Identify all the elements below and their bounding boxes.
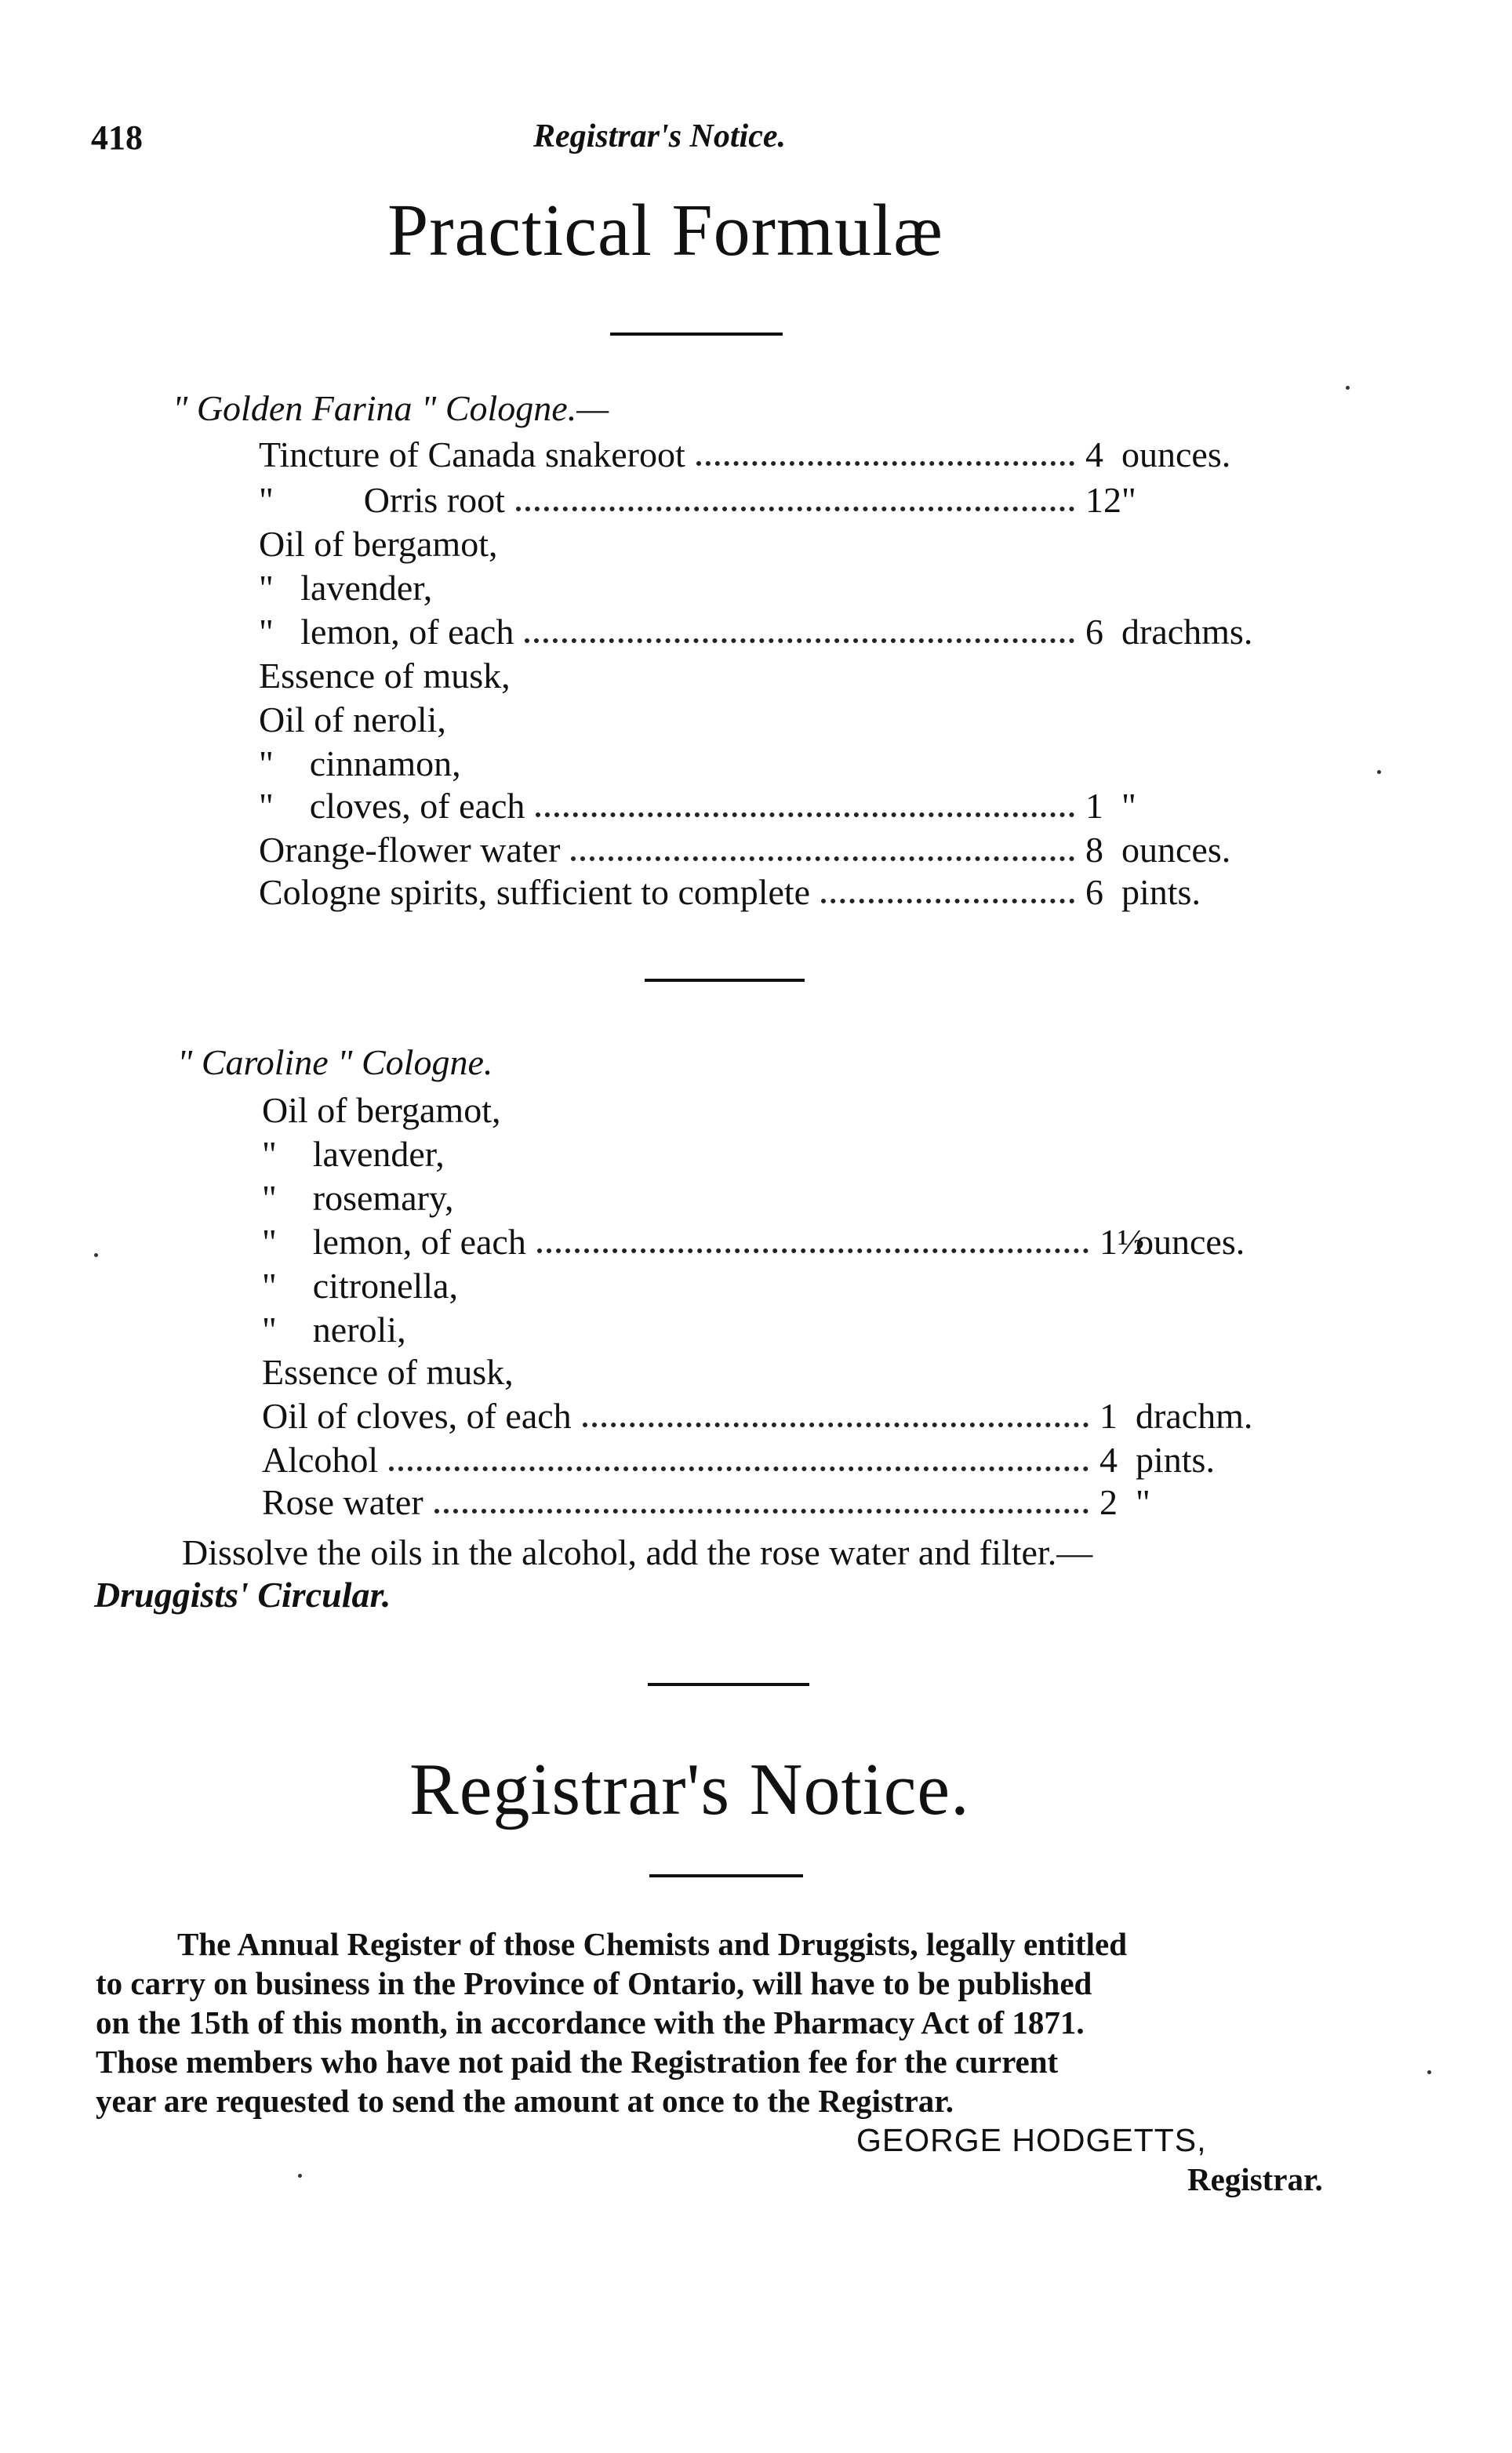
page-number: 418	[91, 118, 143, 157]
leader-dots	[434, 1509, 1089, 1514]
leader-dots	[583, 1423, 1089, 1427]
ingredient-unit: "	[1121, 786, 1136, 826]
signature-title: Registrar.	[1187, 2161, 1323, 2197]
leader-dots	[696, 461, 1074, 466]
ingredient-row	[259, 566, 1270, 610]
ingredient-row	[262, 1350, 1294, 1394]
scan-speck	[298, 2174, 302, 2178]
ingredient-label: Cologne spirits, sufficient to complete	[259, 872, 811, 912]
leader-dots	[516, 507, 1074, 511]
ingredient-row	[259, 870, 1270, 914]
running-title: Registrar's Notice.	[533, 118, 786, 154]
ingredient-label: " lemon, of each	[262, 1222, 526, 1262]
ingredient-amount: 8	[1085, 830, 1103, 870]
ingredient-amount: 1½	[1099, 1222, 1145, 1262]
scan-speck	[1377, 770, 1381, 774]
ingredient-row	[262, 1308, 1294, 1352]
notice-line: on the 15th of this month, in accordance with the Pharmacy Act of 1871.	[96, 2004, 1085, 2041]
ingredient-label: Oil of bergamot,	[262, 1090, 501, 1130]
ingredient-label: Essence of musk,	[259, 656, 511, 696]
source-citation: Druggists' Circular.	[94, 1575, 391, 1615]
ingredient-amount: 1	[1099, 1396, 1118, 1436]
divider	[645, 979, 805, 982]
scan-speck	[1427, 2070, 1431, 2074]
ingredient-row	[259, 522, 1270, 566]
ingredient-row	[259, 654, 1270, 698]
ingredient-row	[262, 1088, 1294, 1132]
ingredient-unit: drachms.	[1121, 612, 1253, 652]
ingredient-label: Oil of bergamot,	[259, 524, 498, 564]
ingredient-row	[262, 1438, 1294, 1482]
ingredient-label: Oil of cloves, of each	[262, 1396, 572, 1436]
ingredient-label: " neroli,	[262, 1310, 406, 1350]
leader-dots	[821, 899, 1074, 903]
recipe-title-golden-farina: " Golden Farina " Cologne.—	[173, 388, 609, 428]
ingredient-unit: "	[1121, 480, 1136, 520]
ingredient-label: " lavender,	[262, 1134, 445, 1174]
ingredient-row	[259, 433, 1270, 477]
ingredient-amount: 4	[1085, 434, 1103, 474]
ingredient-unit: drachm.	[1136, 1396, 1253, 1436]
leader-dots	[389, 1466, 1089, 1471]
ingredient-label: " lemon, of each	[259, 612, 514, 652]
ingredient-row	[262, 1132, 1294, 1176]
notice-line: The Annual Register of those Chemists and Druggists, legally entitled	[177, 1926, 1128, 1962]
ingredient-row	[262, 1481, 1294, 1524]
ingredient-label: Rose water	[262, 1482, 423, 1522]
leader-dots	[536, 812, 1074, 817]
ingredient-row	[259, 742, 1270, 786]
ingredient-row	[259, 784, 1270, 828]
instruction-text: Dissolve the oils in the alcohol, add the rose water and filter.—	[182, 1532, 1093, 1572]
ingredient-label: " cloves, of each	[259, 786, 525, 826]
ingredient-amount: 6	[1085, 612, 1103, 652]
section-title-practical-formulae: Practical Formulæ	[387, 190, 943, 271]
ingredient-unit: pints.	[1121, 872, 1201, 912]
notice-line: Those members who have not paid the Registration fee for the current	[96, 2044, 1059, 2080]
ingredient-unit: ounces.	[1121, 434, 1231, 474]
ingredient-amount: 1	[1085, 786, 1103, 826]
leader-dots	[525, 638, 1074, 643]
ingredient-amount: 12	[1085, 480, 1121, 520]
notice-line: year are requested to send the amount at once to the Registrar.	[96, 2083, 954, 2119]
notice-line: to carry on business in the Province of Ontario, will have to be published	[96, 1965, 1092, 2001]
ingredient-row	[259, 698, 1270, 742]
ingredient-label: " lavender,	[259, 568, 433, 608]
ingredient-label: " rosemary,	[262, 1178, 454, 1218]
leader-dots	[571, 856, 1074, 861]
ingredient-label: " Orris root	[259, 480, 505, 520]
ingredient-row	[262, 1394, 1294, 1438]
ingredient-row	[262, 1264, 1294, 1308]
ingredient-unit: "	[1136, 1482, 1150, 1522]
scan-speck	[94, 1253, 98, 1257]
ingredient-unit: pints.	[1136, 1440, 1215, 1480]
ingredient-row	[259, 478, 1270, 522]
ingredient-label: Oil of neroli,	[259, 700, 446, 740]
ingredient-amount: 6	[1085, 872, 1103, 912]
divider	[648, 1683, 809, 1686]
ingredient-label: Tincture of Canada snakeroot	[259, 434, 685, 474]
ingredient-amount: 2	[1099, 1482, 1118, 1522]
ingredient-row	[259, 610, 1270, 654]
leader-dots	[537, 1248, 1089, 1253]
divider	[610, 333, 783, 336]
ingredient-label: " citronella,	[262, 1266, 458, 1306]
ingredient-unit: ounces.	[1121, 830, 1231, 870]
divider	[649, 1874, 803, 1877]
ingredient-label: Orange-flower water	[259, 830, 561, 870]
ingredient-unit: ounces.	[1136, 1222, 1245, 1262]
ingredient-row	[262, 1220, 1294, 1264]
section-title-registrars-notice: Registrar's Notice.	[409, 1749, 970, 1830]
ingredient-label: " cinnamon,	[259, 743, 461, 783]
ingredient-label: Alcohol	[262, 1440, 379, 1480]
recipe-title-caroline: " Caroline " Cologne.	[177, 1042, 493, 1082]
scan-speck	[1346, 386, 1350, 390]
ingredient-row	[262, 1176, 1294, 1220]
signature-name: GEORGE HODGETTS,	[856, 2122, 1207, 2158]
ingredient-row	[259, 828, 1270, 872]
ingredient-amount: 4	[1099, 1440, 1118, 1480]
ingredient-label: Essence of musk,	[262, 1352, 514, 1392]
